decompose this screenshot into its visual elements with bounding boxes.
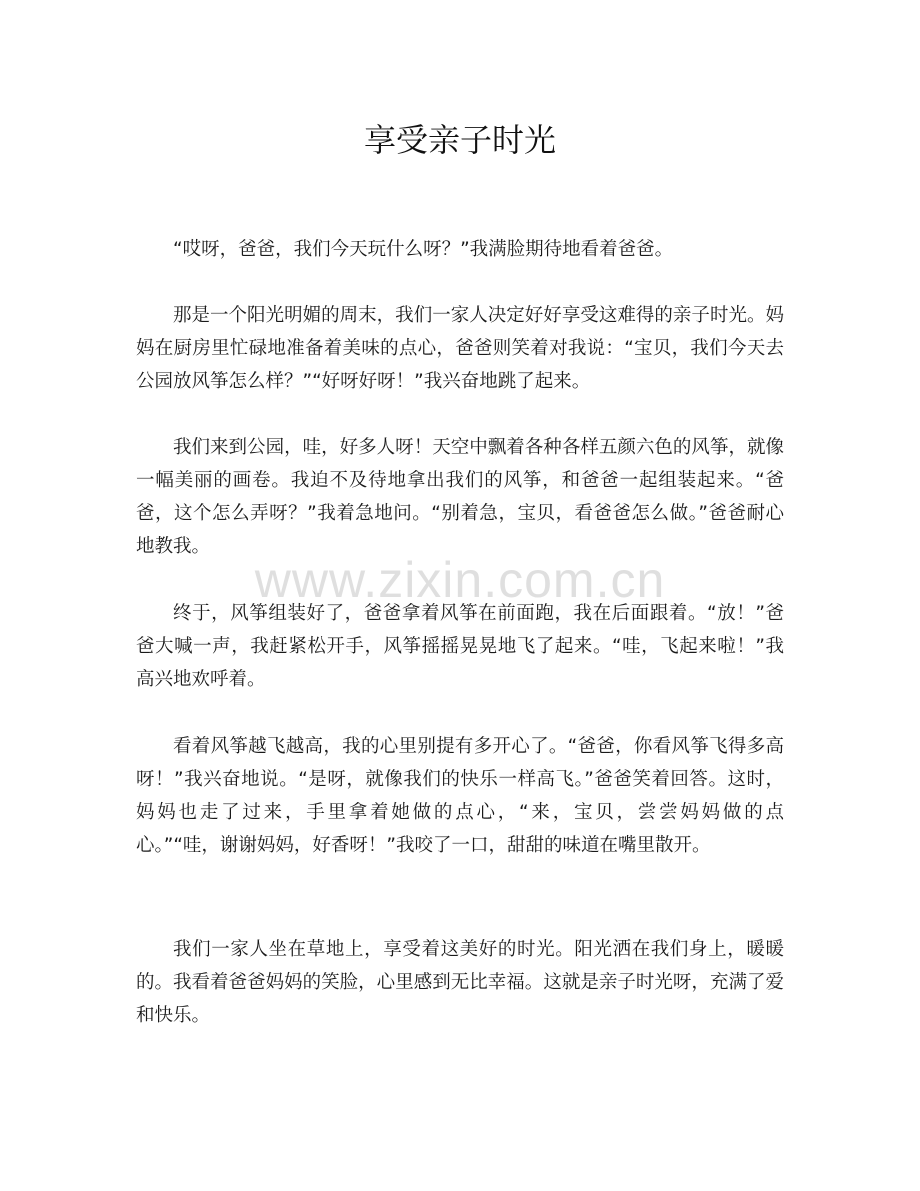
paragraph-2: 那是一个阳光明媚的周末，我们一家人决定好好享受这难得的亲子时光。妈妈在厨房里忙碌地准备着美味的点心，爸爸则笑着对我说：“宝贝，我们今天去公园放风筝怎么样？”“好呀好呀！”我兴奋地跳了起来。 — [136, 305, 784, 392]
paragraph-5: 看着风筝越飞越高，我的心里别提有多开心了。“爸爸，你看风筝飞得多高呀！”我兴奋地说。“是呀，就像我们的快乐一样高飞。”爸爸笑着回答。这时，妈妈也走了过来，手里拿着她做的点心，“来，宝贝，尝尝妈妈做的点心。”“哇，谢谢妈妈，好香呀！”我咬了一口，甜甜的味道在嘴里散开。 — [136, 736, 784, 856]
paragraph-1: “哎呀，爸爸，我们今天玩什么呀？”我满脸期待地看着爸爸。 — [173, 239, 674, 260]
paragraph-6: 我们一家人坐在草地上，享受着这美好的时光。阳光洒在我们身上，暖暖的。我看着爸爸妈妈的笑脸，心里感到无比幸福。这就是亲子时光呀，充满了爱和快乐。 — [136, 939, 784, 1026]
document-title: 享受亲子时光 — [363, 121, 556, 159]
paragraph-4: 终于，风筝组装好了，爸爸拿着风筝在前面跑，我在后面跟着。“放！”爸爸大喊一声，我赶紧松开手，风筝摇摇晃晃地飞了起来。“哇，飞起来啦！”我高兴地欢呼着。 — [136, 603, 784, 690]
watermark-text: www.zixin.com.cn — [254, 552, 666, 608]
paragraph-3: 我们来到公园，哇，好多人呀！天空中飘着各种各样五颜六色的风筝，就像一幅美丽的画卷。我迫不及待地拿出我们的风筝，和爸爸一起组装起来。“爸爸，这个怎么弄呀？”我着急地问。“别着急，宝贝，看爸爸怎么做。”爸爸耐心地教我。 — [136, 437, 784, 557]
